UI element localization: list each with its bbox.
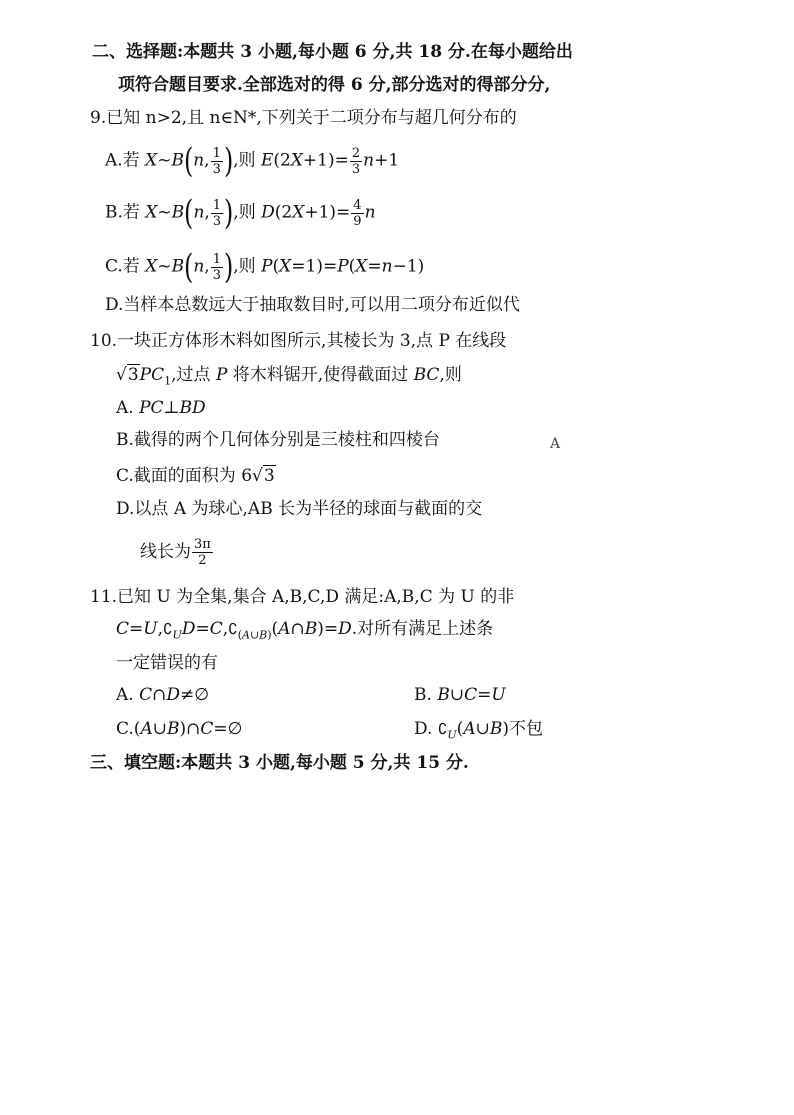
q9-stem: 9.已知 n>2,且 n∈N*,下列关于二项分布与超几何分布的 bbox=[90, 108, 517, 128]
q11-option-a: A. C∩D≠∅ bbox=[116, 685, 210, 705]
q9-option-a: A.若 X~B(n, $\frac{1}{3}$ ),则 E(2X+1)= $\frac{2}{3}$ n+1 bbox=[105, 141, 400, 181]
q10-option-a: A. PC⊥BD bbox=[116, 398, 206, 418]
q10-stem-1: 10.一块正方体形木料如图所示,其棱长为 3,点 P 在线段 bbox=[90, 331, 507, 351]
q11-option-c: C.(A∪B)∩C=∅ bbox=[116, 719, 243, 739]
q10-stem-2: $√3PC_1$,过点 P 将木料锯开,使得截面过 BC,则 bbox=[116, 365, 462, 388]
section3-heading: 三、填空题:本题共 3 小题,每小题 5 分,共 15 分. bbox=[90, 753, 469, 773]
section2-heading-cont: 项符合题目要求.全部选对的得 6 分,部分选对的得部分分, bbox=[118, 75, 551, 95]
q9-option-d: D.当样本总数远大于抽取数目时,可以用二项分布近似代 bbox=[105, 295, 520, 315]
q11-stem-3: 一定错误的有 bbox=[116, 653, 218, 673]
q9-option-b: B.若 X~B(n, $\frac{1}{3}$ ),则 D(2X+1)= $\frac{4}{9}$ n bbox=[105, 193, 376, 233]
q11-option-b: B. B∪C=U bbox=[414, 685, 506, 705]
q11-stem-1: 11.已知 U 为全集,集合 A,B,C,D 满足:A,B,C 为 U 的非 bbox=[90, 587, 515, 607]
section2-heading: 二、选择题:本题共 3 小题,每小题 6 分,共 18 分.在每小题给出 bbox=[92, 42, 573, 62]
q11-stem-2: $C=U,∁_UD=C,∁_{(A\cup B)}(A\cap B)=D$.对所有满足上述条 bbox=[116, 619, 494, 642]
q10-option-c: C.截面的面积为 6√3 bbox=[116, 466, 275, 486]
q10-option-d-1: D.以点 A 为球心,AB 长为半径的球面与截面的交 bbox=[116, 499, 483, 519]
q9-option-c: C.若 X~B(n, $\frac{1}{3}$ ),则 P(X=1)=P(X=n−1) bbox=[105, 247, 425, 287]
q11-option-d: D. $∁_U(A\cup B)$不包 bbox=[414, 719, 543, 742]
figure-vertex-label: A bbox=[550, 436, 561, 452]
q10-option-d-2: 线长为 $\frac{3\pi}{2}$ bbox=[140, 537, 211, 568]
q10-option-b: B.截得的两个几何体分别是三棱柱和四棱台 bbox=[116, 430, 440, 450]
